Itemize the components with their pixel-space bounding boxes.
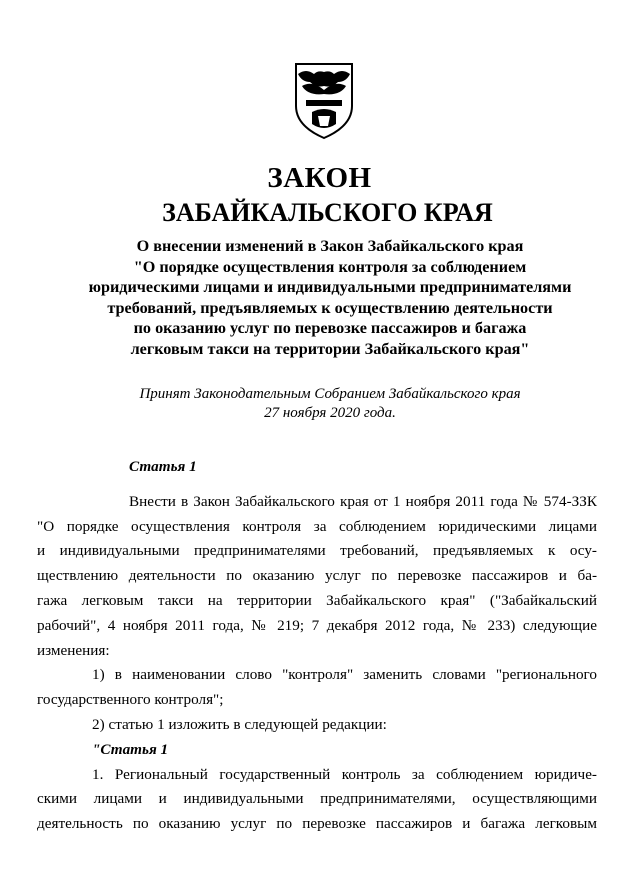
subtitle-line: требований, предъявляемых к осуществлению деятельности	[107, 298, 553, 317]
paragraph-line: рабочий", 4 ноября 2011 года, № 219; 7 декабря 2012 года, № 233) следующие	[37, 616, 597, 634]
paragraph-line: "О порядке осуществления контроля за соблюдением юридическими лицами	[37, 517, 597, 535]
subtitle-line: О внесении изменений в Закон Забайкальского края	[136, 237, 524, 255]
document-title: ЗАКОН	[267, 162, 372, 194]
adoption-date: 27 ноября 2020 года.	[264, 405, 396, 421]
article-body	[37, 455, 597, 837]
law-subtitle	[60, 236, 600, 360]
article-heading: Статья 1	[129, 458, 197, 475]
quoted-paragraph-line: 1. Региональный государственный контроль за соблюдением юридиче-	[92, 765, 597, 783]
paragraph-line: изменения:	[37, 641, 110, 659]
subtitle-line: по оказанию услуг по перевозке пассажиров и багажа	[133, 319, 527, 338]
paragraph-line: гажа легковым такси на территории Забайкальского края" ("Забайкальский	[37, 591, 597, 609]
quoted-paragraph-line: деятельность по оказанию услуг по перевозке пассажиров и багажа легковым	[37, 815, 597, 833]
subtitle-line: юридическими лицами и индивидуальными предпринимателями	[88, 278, 572, 297]
quoted-article-heading: "Статья 1	[92, 740, 169, 758]
coat-of-arms-icon	[292, 60, 356, 140]
list-item-line: 1) в наименовании слово "контроля" заменить словами "регионального	[92, 666, 597, 684]
article-paragraph	[37, 490, 597, 837]
quoted-paragraph-line: скими лицами и индивидуальными предпринимателями, осуществляющими	[37, 790, 597, 808]
paragraph-line: и индивидуальными предпринимателями требований, предъявляемых к осу-	[37, 542, 597, 560]
list-item-line: 2) статью 1 изложить в следующей редакции:	[92, 715, 387, 733]
list-item-line: государственного контроля";	[37, 691, 224, 709]
subtitle-line: "О порядке осуществления контроля за соблюдением	[133, 257, 527, 276]
paragraph-line: ществлению деятельности по оказанию услуг по перевозке пассажиров и ба-	[37, 567, 597, 585]
paragraph-line: Внести в Закон Забайкальского края от 1 ноября 2011 года № 574-ЗЗК	[129, 492, 597, 510]
document-title-region: ЗАБАЙКАЛЬСКОГО КРАЯ	[162, 198, 493, 227]
adoption-note	[60, 385, 600, 423]
subtitle-line: легковым такси на территории Забайкальского края"	[130, 339, 530, 358]
adoption-line: Принят Законодательным Собранием Забайкальского края	[139, 386, 521, 402]
